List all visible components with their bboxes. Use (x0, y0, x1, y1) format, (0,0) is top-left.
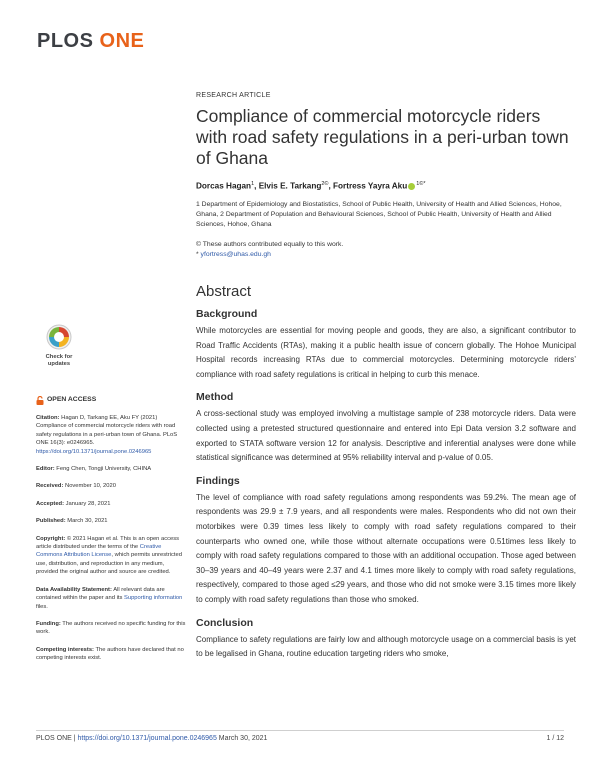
copyright-text-end: , which permits unrestricted use, distribution, and reproduction in any medium, provided the original author and source are credited. (36, 552, 182, 576)
author-separator: , (328, 181, 334, 191)
footer-divider (36, 730, 564, 731)
received-date: November 10, 2020 (63, 483, 116, 490)
section-heading-findings: Findings (196, 474, 240, 487)
data-availability-text-end: files. (36, 603, 48, 610)
section-text-findings: The level of compliance with road safety regulations among respondents was 59.2%. The mean age of respondents was 29.9 ± 7.9 years, and all respondents were males. Respondents who did not own their motorbikes were 0.39 times less likely to comply with road safety regulations compared to their counterparts who owned one, while those without alternate occupations were 0.51times less likely to comply with road safety regulations compared to those with an additional occupation. Those aged between 30–39 years and 40–49 years were 2.37 and 4.1 times more likely to comply with road safety regulations, respectively, compared to those aged ≤29 years, and those who did not smoke were 3.15 times more likely to comply with road safety regulations than those who smoked. (196, 492, 576, 604)
article-title: Compliance of commercial motorcycle riders with road safety regulations in a peri-urban town of Ghana (196, 106, 569, 168)
abstract-title: Abstract (196, 283, 252, 300)
author-name[interactable]: Fortress Yayra Aku (333, 181, 408, 191)
author-name[interactable]: Elvis E. Tarkang (258, 181, 322, 191)
received-block (36, 482, 186, 490)
author-separator: , (254, 181, 259, 191)
logo-one: ONE (99, 30, 145, 52)
author-name[interactable]: Dorcas Hagan (196, 181, 252, 191)
license-link[interactable]: Creative Commons Attribution License (36, 544, 162, 559)
competing-interests-block (36, 646, 186, 663)
funding-label: Funding: (36, 620, 61, 627)
accepted-date: January 28, 2021 (64, 500, 111, 507)
supporting-information-link[interactable]: Supporting information (123, 595, 183, 602)
section-text-background: While motorcycles are essential for moving people and goods, they are also, a significant contributor to Road Traffic Accidents (RTAs), making it a public health issue of concern globally. The Hohoe Municipal Hospital records increasing RTAs due to commercial motorcycles. Determining motorcycle riders’ compliance with road safety regulations is critical in helping to curb this menace. (196, 326, 576, 379)
journal-logo (37, 30, 144, 53)
accepted-label: Accepted: (36, 500, 65, 507)
section-heading-background: Background (196, 308, 258, 320)
citation-label: Citation: (36, 415, 60, 421)
competing-interests-text: The authors have declared that no competing interests exist. (36, 646, 184, 662)
author-superscript: 1 (251, 181, 255, 187)
open-access-label: OPEN ACCESS (47, 396, 97, 404)
editor-block (36, 465, 186, 473)
published-date: March 30, 2021 (65, 518, 108, 525)
footer-date: March 30, 2021 (216, 735, 268, 742)
citation-block (36, 414, 186, 456)
article-info-sidebar (36, 396, 186, 672)
equal-contribution-note: © These authors contributed equally to this work. (196, 241, 344, 248)
editor-text: Feng Chen, Tongji University, CHINA (54, 466, 152, 473)
copyright-label: Copyright: (36, 535, 66, 542)
page-footer (36, 735, 564, 742)
accepted-block (36, 500, 186, 508)
author-superscript: 2© (321, 181, 329, 187)
badge-line2: updates (47, 360, 71, 367)
section-heading-conclusion: Conclusion (196, 616, 254, 629)
open-lock-icon (36, 396, 44, 405)
article-type: RESEARCH ARTICLE (196, 92, 271, 99)
author-notes (196, 240, 576, 260)
funding-text: The authors received no specific funding for this work. (36, 620, 186, 636)
citation-text: Hagan D, Tarkang EE, Aku FY (2021) Compliance of commercial motorcycle riders with road safety regulations in a peri-urban town of Ghana. PLoS ONE 16(3): e0246965. (36, 415, 178, 447)
check-for-updates-badge[interactable] (38, 323, 80, 371)
citation-doi-link[interactable]: https://doi.org/10.1371/journal.pone.0246965 (36, 448, 152, 455)
badge-line1: Check for (45, 354, 73, 360)
footer-doi-link[interactable]: https://doi.org/10.1371/journal.pone.0246965 (77, 735, 217, 742)
received-label: Received: (36, 483, 64, 490)
affiliations: 1 Department of Epidemiology and Biostatistics, School of Public Health, University of Health and Allied Sciences, Hohoe, Ghana, 2 Department of Population and Behavioural Sciences, School of Public Health, University of Health and Allied Sciences, Hohoe, Ghana (196, 201, 562, 228)
section-text-conclusion: Compliance to safety regulations are fairly low and although motorcycle usage on a commercial basis is yet to be legalised in Ghana, routine education targeting riders who smoke, (196, 634, 576, 659)
data-availability-block (36, 586, 186, 611)
published-block (36, 517, 186, 525)
page-number: 1 / 12 (546, 735, 564, 742)
copyright-block (36, 535, 186, 577)
check-for-updates-label (38, 354, 80, 367)
corresponding-email-line: * yfortress@uhas.edu.gh (196, 251, 271, 258)
published-label: Published: (36, 518, 66, 525)
editor-label: Editor: (36, 466, 55, 473)
orcid-icon[interactable] (408, 183, 415, 190)
data-availability-label: Data Availability Statement: (36, 586, 112, 593)
footer-journal: PLOS ONE | (36, 735, 78, 742)
copyright-text: © 2021 Hagan et al. This is an open access article distributed under the terms of the (36, 535, 180, 551)
competing-interests-label: Competing interests: (36, 646, 94, 653)
author-list (196, 181, 576, 191)
logo-plos: PLOS (37, 30, 94, 52)
section-heading-method: Method (196, 391, 234, 404)
data-availability-text: All relevant data are contained within the paper and its (36, 586, 165, 602)
funding-block (36, 620, 186, 637)
abstract-body (196, 308, 576, 671)
corresponding-email-link[interactable]: yfortress@uhas.edu.gh (200, 251, 271, 258)
section-text-method: A cross-sectional study was employed involving a multistage sample of 238 motorcycle riders. Data were collected using a pretested structured questionnaire and entered into Epi Data version 3.2 software and exported to STATA software version 12 for analysis. Descriptive and inferential analyses were done while statistical significance was determined at 95% reliability interval and p-value of 0.05. (196, 409, 576, 463)
author-superscript: 1©* (416, 181, 426, 187)
open-access-badge (36, 396, 186, 405)
check-for-updates-icon (38, 323, 80, 353)
